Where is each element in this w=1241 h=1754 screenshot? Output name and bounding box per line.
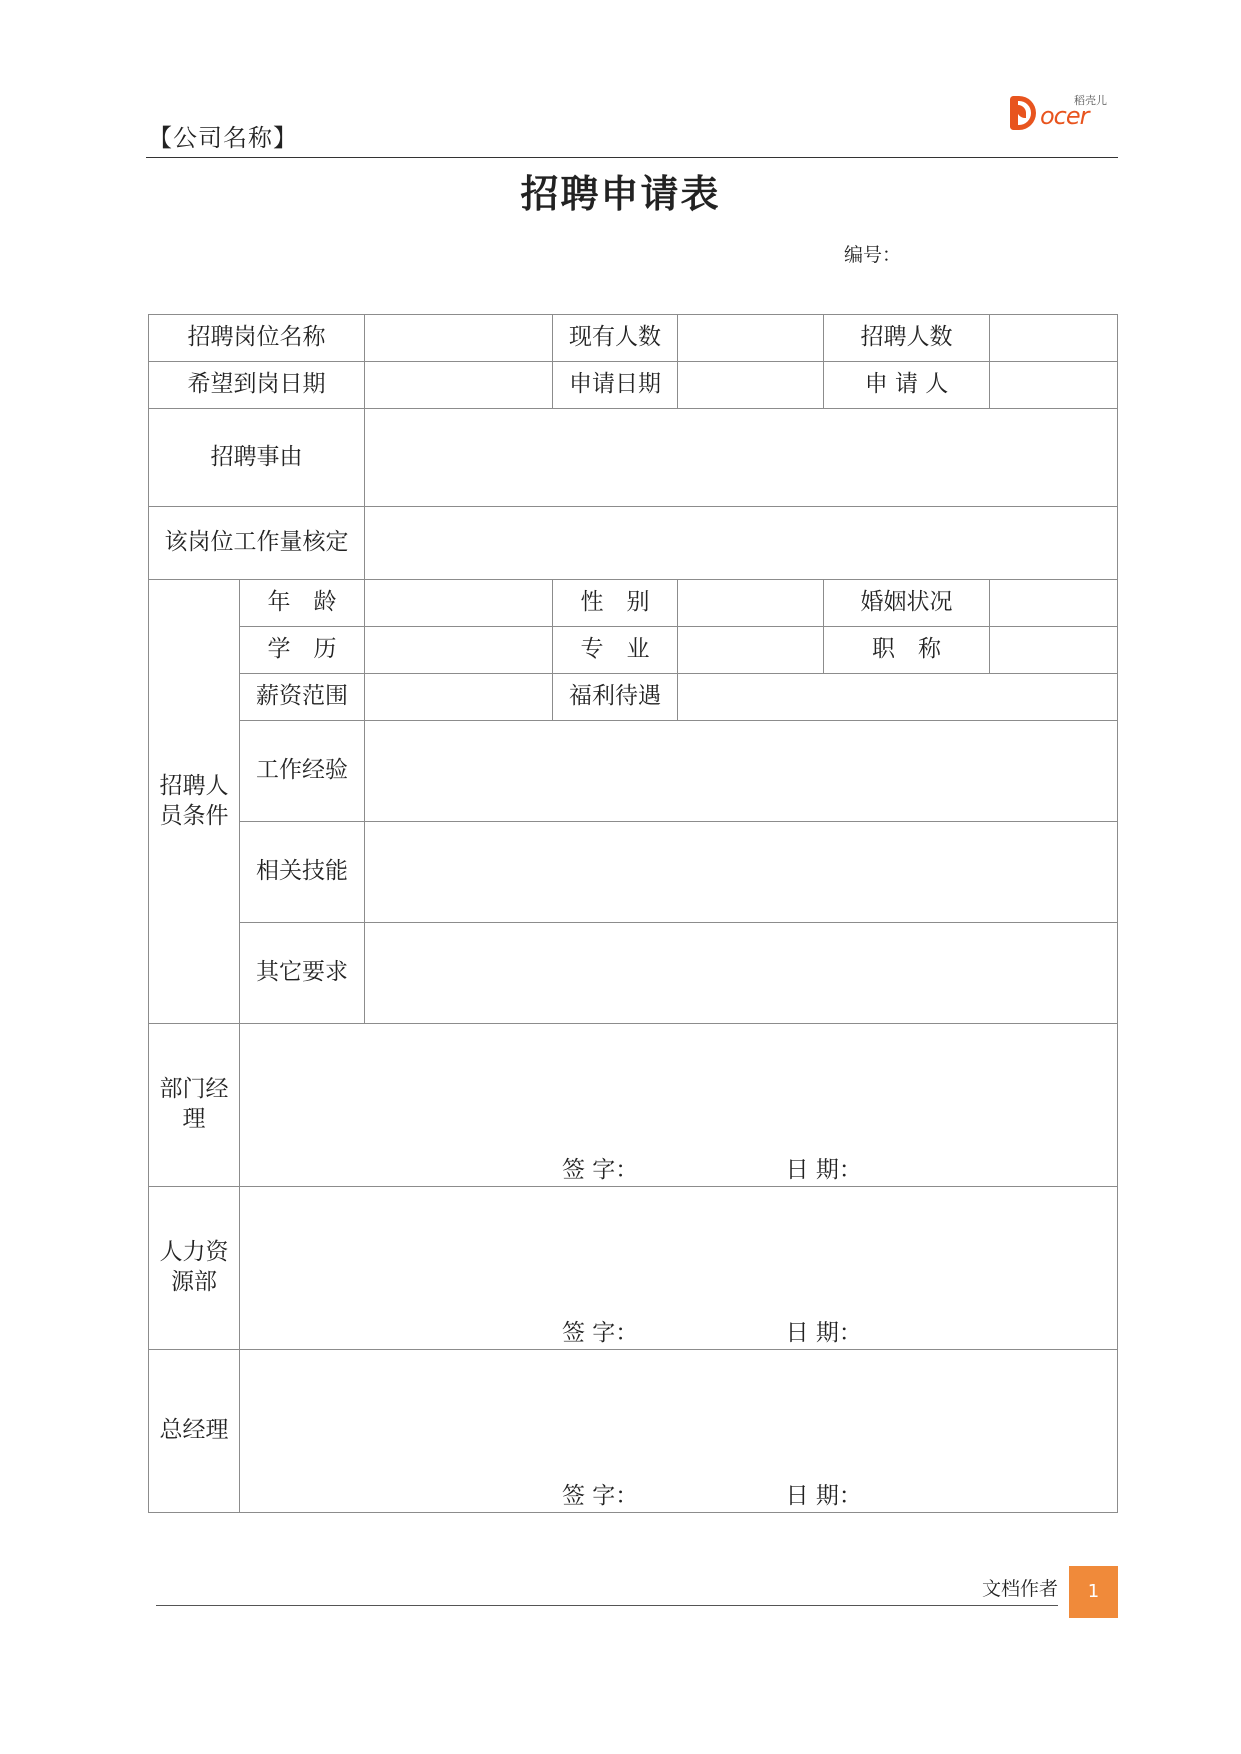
reason-field[interactable] [365, 409, 1118, 507]
docer-logo [1010, 96, 1110, 140]
signature-line [562, 1319, 862, 1349]
conditions-group-label: 招聘人员条件 [149, 580, 240, 1024]
reason-label: 招聘事由 [149, 409, 365, 507]
page-title: 招聘申请表 [520, 171, 721, 216]
recruitment-form [148, 314, 1118, 1513]
professional-title-field[interactable] [990, 627, 1118, 674]
form-row [149, 923, 1118, 1024]
form-row [149, 580, 1118, 627]
workload-field[interactable] [365, 507, 1118, 580]
education-label: 学 历 [240, 627, 365, 674]
other-requirements-field[interactable] [365, 923, 1118, 1024]
experience-label: 工作经验 [240, 721, 365, 822]
company-name: 【公司名称】 [148, 124, 298, 152]
gender-label: 性 别 [553, 580, 678, 627]
gender-field[interactable] [678, 580, 824, 627]
applicant-field[interactable] [990, 362, 1118, 409]
form-row [149, 1024, 1118, 1187]
skills-field[interactable] [365, 822, 1118, 923]
page-number-badge: 1 [1069, 1566, 1118, 1618]
form-row [149, 507, 1118, 580]
skills-label: 相关技能 [240, 822, 365, 923]
salary-field[interactable] [365, 674, 553, 721]
salary-label: 薪资范围 [240, 674, 365, 721]
date-label: 日 期： [785, 1483, 862, 1509]
date-label: 日 期： [785, 1320, 862, 1346]
sign-label: 签 字： [562, 1483, 639, 1509]
general-manager-label: 总经理 [149, 1350, 240, 1513]
sign-label: 签 字： [562, 1320, 639, 1346]
current-count-field[interactable] [678, 315, 824, 362]
form-row [149, 409, 1118, 507]
hr-approval-field[interactable] [240, 1187, 1118, 1350]
form-row [149, 721, 1118, 822]
position-name-label: 招聘岗位名称 [149, 315, 365, 362]
benefits-field[interactable] [678, 674, 1118, 721]
logo-text: ocer [1040, 102, 1089, 130]
expected-date-field[interactable] [365, 362, 553, 409]
general-manager-approval-field[interactable] [240, 1350, 1118, 1513]
form-row [149, 627, 1118, 674]
other-requirements-label: 其它要求 [240, 923, 365, 1024]
apply-date-label: 申请日期 [553, 362, 678, 409]
experience-field[interactable] [365, 721, 1118, 822]
footer-rule [156, 1605, 1058, 1606]
logo-small-text: 稻壳儿 [1074, 94, 1107, 107]
position-name-field[interactable] [365, 315, 553, 362]
marital-label: 婚姻状况 [824, 580, 990, 627]
signature-line [562, 1156, 862, 1186]
current-count-label: 现有人数 [553, 315, 678, 362]
major-field[interactable] [678, 627, 824, 674]
signature-line [562, 1482, 862, 1512]
form-row [149, 315, 1118, 362]
expected-date-label: 希望到岗日期 [149, 362, 365, 409]
workload-label: 该岗位工作量核定 [149, 507, 365, 580]
sign-label: 签 字： [562, 1157, 639, 1183]
date-label: 日 期： [785, 1157, 862, 1183]
professional-title-label: 职 称 [824, 627, 990, 674]
major-label: 专 业 [553, 627, 678, 674]
dept-manager-approval-field[interactable] [240, 1024, 1118, 1187]
form-row [149, 1187, 1118, 1350]
age-field[interactable] [365, 580, 553, 627]
age-label: 年 龄 [240, 580, 365, 627]
footer-author: 文档作者 [982, 1578, 1059, 1600]
benefits-label: 福利待遇 [553, 674, 678, 721]
form-row [149, 822, 1118, 923]
form-row [149, 674, 1118, 721]
apply-date-field[interactable] [678, 362, 824, 409]
applicant-label: 申 请 人 [824, 362, 990, 409]
education-field[interactable] [365, 627, 553, 674]
dept-manager-label: 部门经理 [149, 1024, 240, 1187]
form-row [149, 362, 1118, 409]
marital-field[interactable] [990, 580, 1118, 627]
serial-number-label: 编号： [844, 244, 902, 266]
hire-count-field[interactable] [990, 315, 1118, 362]
header-rule [146, 157, 1118, 158]
hire-count-label: 招聘人数 [824, 315, 990, 362]
form-row [149, 1350, 1118, 1513]
hr-dept-label: 人力资源部 [149, 1187, 240, 1350]
